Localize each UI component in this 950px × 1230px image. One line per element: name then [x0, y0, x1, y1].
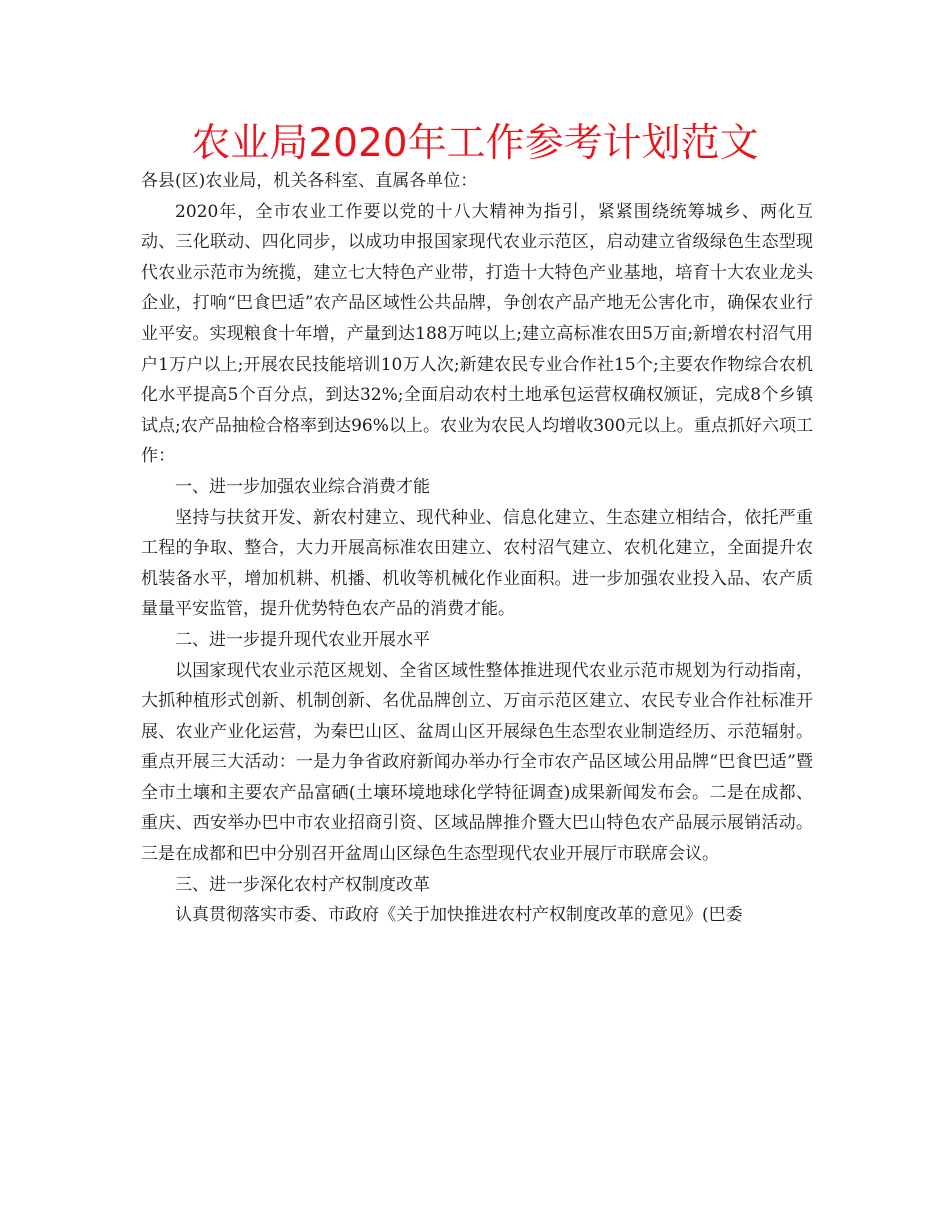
section-heading-2: 二、进一步提升现代农业开展水平 — [175, 629, 430, 650]
section-body-1: 坚持与扶贫开发、新农村建立、现代种业、信息化建立、生态建立相结合，依托严重工程的争取、整合，大力开展高标准农田建立、农村沼气建立、农机化建立，全面提升农机装备水平，增加机耕、机播、机收等机械化作业面积。进一步加强农业投入品、农产质量量平安监管，提升优势特色农产品的消费才能。 — [141, 507, 813, 620]
section-body-3: 认真贯彻落实市委、市政府《关于加快推进农村产权制度改革的意见》(巴委 — [175, 905, 743, 926]
document-title: 农业局2020年工作参考计划范文 — [191, 121, 759, 166]
salutation: 各县(区)农业局，机关各科室、直属各单位： — [141, 171, 478, 191]
document-body — [141, 166, 813, 931]
intro-paragraph: 2020年，全市农业工作要以党的十八大精神为指引，紧紧围绕统筹城乡、两化互动、三化联动、四化同步，以成功申报国家现代农业示范区，启动建立省级绿色生态型现代农业示范市为统揽，建立七大特色产业带，打造十大特色产业基地，培育十大农业龙头企业，打响“巴食巴适”农产品区域性公共品牌，争创农产品产地无公害化市，确保农业行业平安。实现粮食十年增，产量到达188万吨以上;建立高标准农田5万亩;新增农村沼气用户1万户以上;开展农民技能培训10万人次;新建农民专业合作社15个;主要农作物综合农机化水平提高5个百分点，到达32%;全面启动农村土地承包运营权确权颁证，完成8个乡镇试点;农产品抽检合格率到达96%以上。农业为农民人均增收300元以上。重点抓好六项工作： — [141, 201, 813, 467]
section-body-2: 以国家现代农业示范区规划、全省区域性整体推进现代农业示范市规划为行动指南，大抓种植形式创新、机制创新、名优品牌创立、万亩示范区建立、农民专业合作社标准开展、农业产业化运营，为秦巴山区、盆周山区开展绿色生态型农业制造经历、示范辐射。重点开展三大活动：一是力争省政府新闻办举办行全市农产品区域公用品牌“巴食巴适”暨全市土壤和主要农产品富硒(土壤环境地球化学特征调查)成果新闻发布会。二是在成都、重庆、西安举办巴中市农业招商引资、区域品牌推介暨大巴山特色农产品展示展销活动。三是在成都和巴中分别召开盆周山区绿色生态型现代农业开展厅市联席会议。 — [141, 660, 813, 865]
section-heading-3: 三、进一步深化农村产权制度改革 — [175, 874, 430, 895]
section-heading-1: 一、进一步加强农业综合消费才能 — [175, 476, 430, 497]
